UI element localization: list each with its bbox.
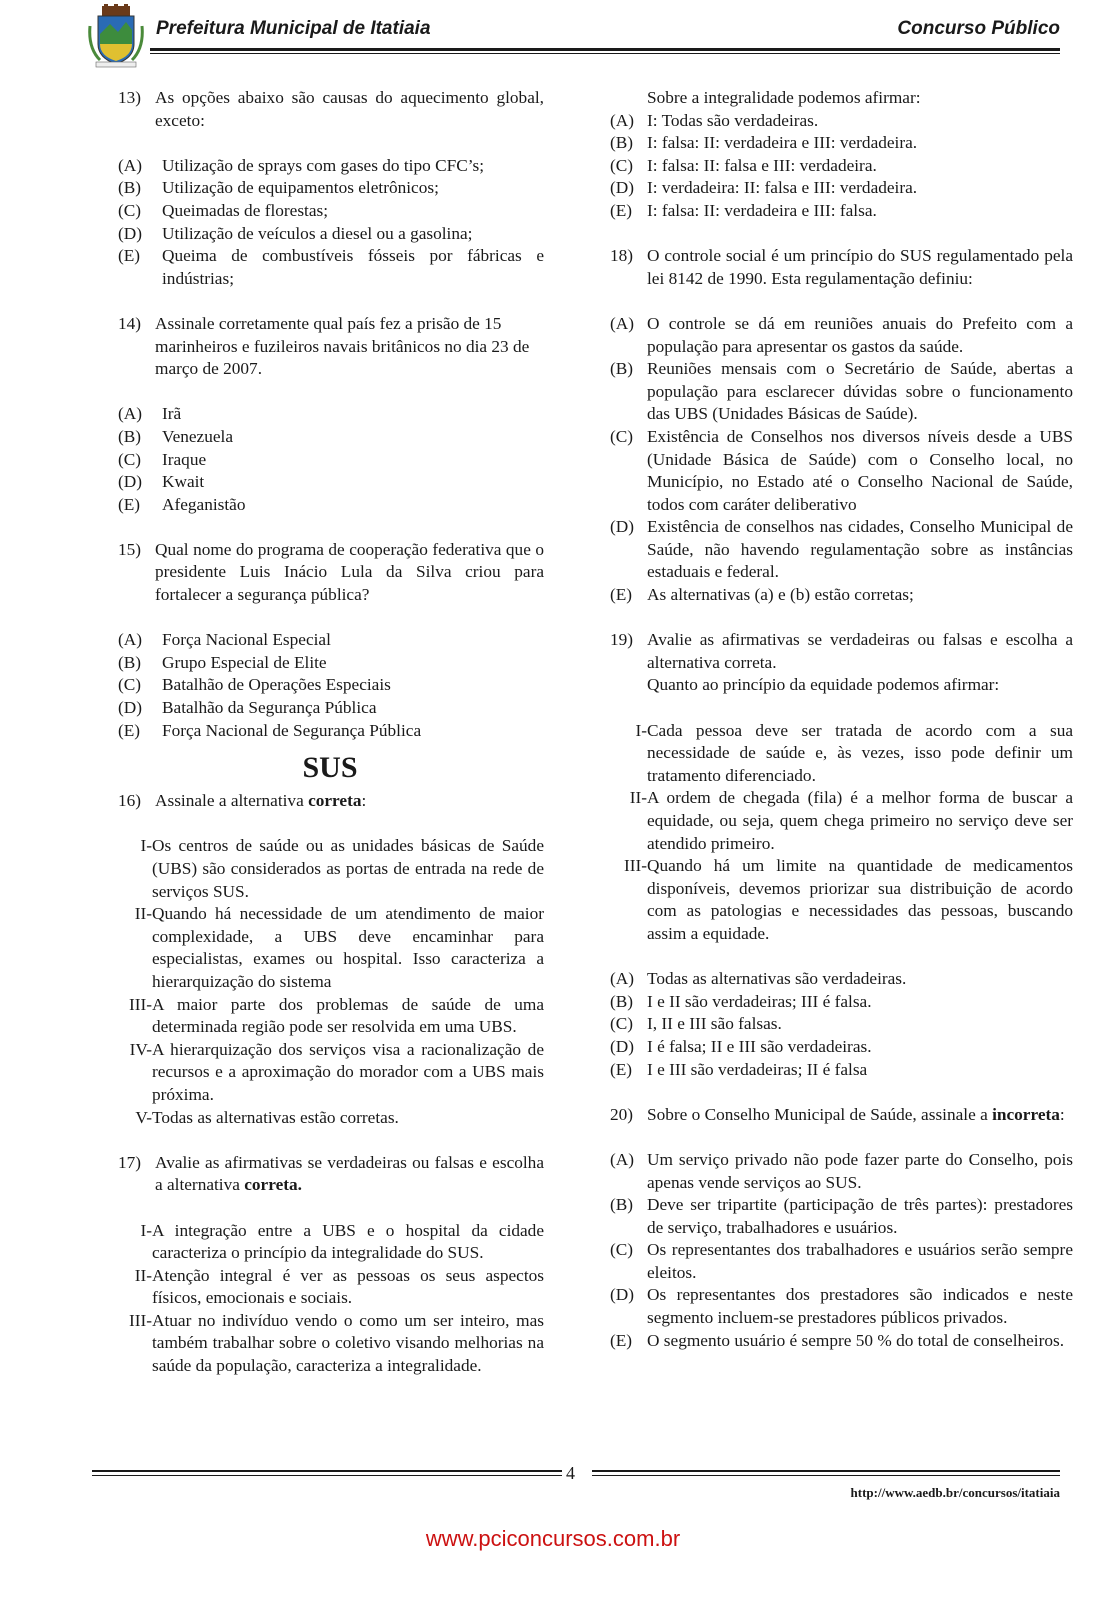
question-15: 15) Qual nome do programa de cooperação federativa que o presidente Luis Inácio Lula da Silva criou para fortalecer a segurança pública? (118, 539, 544, 605)
footer-rule (592, 1470, 1060, 1472)
question-16: 16) Assinale a alternativa correta: (118, 791, 367, 811)
option[interactable]: (C) Iraque (118, 449, 207, 469)
option[interactable]: (C) Os representantes dos trabalhadores e usuários serão sempre eleitos. (610, 1240, 1073, 1282)
footer-url[interactable]: http://www.aedb.br/concursos/itatiaia (850, 1485, 1060, 1500)
footer-rule-thin (92, 1475, 562, 1476)
statement: III- A maior parte dos problemas de saúde de uma determinada região pode ser resolvida em uma UBS. (128, 994, 544, 1037)
option[interactable]: (E) As alternativas (a) e (b) estão corretas; (610, 585, 914, 605)
question-13: 13) As opções abaixo são causas do aquecimento global, exceto: (118, 88, 544, 130)
footer-rule (92, 1470, 562, 1472)
option[interactable]: (B) Grupo Especial de Elite (118, 652, 327, 672)
option[interactable]: (B) Venezuela (118, 426, 233, 446)
option[interactable]: (E) Afeganistão (118, 494, 246, 514)
question-14: 14) Assinale corretamente qual país fez a prisão de 15 marinheiros e fuzileiros navais britânicos no dia 23 de março de 2007. (118, 313, 530, 379)
option[interactable]: (D) Utilização de veículos a diesel ou a gasolina; (118, 223, 473, 243)
statement: I- Os centros de saúde ou as unidades básicas de Saúde (UBS) são considerados as portas de entrada na rede de serviços SUS. (140, 836, 544, 901)
option[interactable]: (E) I e III são verdadeiras; II é falsa (610, 1059, 868, 1079)
option[interactable]: (E) Queima de combustíveis fósseis por fábricas e indústrias; (118, 246, 544, 288)
statement: III- Quando há um limite na quantidade de medicamentos disponíveis, devemos priorizar sua distribuição de acordo com as patologias e necessidades das pessoas, buscando assim a equidade. (623, 856, 1073, 943)
section-title: SUS (302, 751, 358, 785)
question-prompt: Sobre a integralidade podemos afirmar: (647, 88, 921, 107)
municipality-title: Prefeitura Municipal de Itatiaia (156, 18, 431, 39)
header-rule-thin (150, 53, 1060, 54)
statement: I- A integração entre a UBS e o hospital da cidade caracteriza o princípio da integralidade do SUS. (140, 1220, 544, 1263)
question-20: 20) Sobre o Conselho Municipal de Saúde, assinale a incorreta: (610, 1104, 1065, 1124)
left-column (108, 87, 544, 1378)
option[interactable]: (A) Todas as alternativas são verdadeiras. (610, 969, 907, 989)
option[interactable]: (A) I: Todas são verdadeiras. (610, 110, 819, 130)
option[interactable]: (C) Existência de Conselhos nos diversos níveis desde a UBS (Unidade Básica de Saúde) com o Conselho local, no Município, no Estado até o Conselho Nacional de Saúde, todos com caráter deliberativo (610, 426, 1073, 514)
option[interactable]: (A) Irã (118, 404, 182, 424)
option[interactable]: (B) Utilização de equipamentos eletrônicos; (118, 178, 439, 198)
header-rule (150, 48, 1060, 51)
option[interactable]: (E) Força Nacional de Segurança Pública (118, 720, 422, 740)
question-prompt: Quanto ao princípio da equidade podemos afirmar: (647, 675, 1000, 695)
right-column (610, 87, 1073, 1352)
question-17: 17) Avalie as afirmativas se verdadeiras ou falsas e escolha a alternativa correta. (118, 1152, 544, 1195)
municipal-crest-icon (88, 4, 144, 68)
question-19: 19) Avalie as afirmativas se verdadeiras ou falsas e escolha a alternativa correta. (610, 630, 1073, 672)
option[interactable]: (C) Queimadas de florestas; (118, 200, 329, 220)
option[interactable]: (A) Força Nacional Especial (118, 630, 331, 650)
option[interactable]: (D) Existência de conselhos nas cidades, Conselho Municipal de Saúde, não havendo regulamentação sobre as instâncias estaduais e federal. (610, 517, 1073, 582)
option[interactable]: (D) Batalhão da Segurança Pública (118, 698, 377, 718)
option[interactable]: (C) I, II e III são falsas. (610, 1014, 782, 1034)
option[interactable]: (A) Um serviço privado não pode fazer parte do Conselho, pois apenas vende serviços ao SUS. (610, 1149, 1073, 1192)
statement: IV- A hierarquização dos serviços visa a racionalização de recursos e a aproximação do morador com a UBS mais próxima. (129, 1039, 544, 1104)
statement: I- Cada pessoa deve ser tratada de acordo com a sua necessidade de saúde e, às vezes, isso pode definir um tratamento diferenciado. (635, 720, 1073, 785)
option[interactable]: (B) Deve ser tripartite (participação de três partes): prestadores de serviço, trabalhadores e usuários. (610, 1195, 1073, 1237)
option[interactable]: (B) I: falsa: II: verdadeira e III: verdadeira. (610, 133, 918, 153)
option[interactable]: (A) Utilização de sprays com gases do tipo CFC’s; (118, 155, 485, 175)
statement: II- Quando há necessidade de um atendimento de maior complexidade, a UBS deve encaminhar para especialistas, exames ou hospital. Isso caracteriza a hierarquização do sistema (134, 904, 544, 991)
statement: V- Todas as alternativas estão corretas. (135, 1107, 399, 1127)
option[interactable]: (D) I é falsa; II e III são verdadeiras. (610, 1036, 872, 1056)
option[interactable]: (E) I: falsa: II: verdadeira e III: falsa. (610, 200, 877, 220)
option[interactable]: (C) Batalhão de Operações Especiais (118, 675, 391, 695)
option[interactable]: (E) O segmento usuário é sempre 50 % do total de conselheiros. (610, 1330, 1065, 1350)
statement: II- A ordem de chegada (fila) é a melhor forma de buscar a equidade, ou seja, quem chega primeiro no serviço deve ser atendido primeiro. (629, 788, 1073, 853)
option[interactable]: (C) I: falsa: II: falsa e III: verdadeira. (610, 155, 877, 175)
option[interactable]: (D) I: verdadeira: II: falsa e III: verdadeira. (610, 178, 918, 198)
question-18: 18) O controle social é um princípio do SUS regulamentado pela lei 8142 de 1990. Esta regulamentação definiu: (610, 246, 1073, 288)
page-number: 4 (566, 1463, 575, 1483)
exam-title: Concurso Público (897, 18, 1060, 39)
watermark-link[interactable]: www.pciconcursos.com.br (425, 1526, 681, 1551)
option[interactable]: (A) O controle se dá em reuniões anuais do Prefeito com a população para apresentar os gastos da saúde. (610, 313, 1073, 356)
option[interactable]: (D) Kwait (118, 472, 205, 492)
statement: II- Atenção integral é ver as pessoas os seus aspectos físicos, emocionais e sociais. (134, 1265, 544, 1308)
option[interactable]: (D) Os representantes dos prestadores são indicados e neste segmento incluem-se prestadores públicos privados. (610, 1285, 1073, 1328)
option[interactable]: (B) I e II são verdadeiras; III é falsa. (610, 991, 872, 1011)
page-header (0, 0, 1106, 80)
footer-rule-thin (592, 1475, 1060, 1476)
statement: III- Atuar no indivíduo vendo o como um ser inteiro, mas também trabalhar sobre o coletivo visando melhorias na saúde da população, caracteriza a integralidade. (128, 1310, 544, 1376)
option[interactable]: (B) Reuniões mensais com o Secretário de Saúde, abertas a população para esclarecer dúvidas sobre o funcionamento das UBS (Unidades Básicas de Saúde). (610, 359, 1073, 424)
